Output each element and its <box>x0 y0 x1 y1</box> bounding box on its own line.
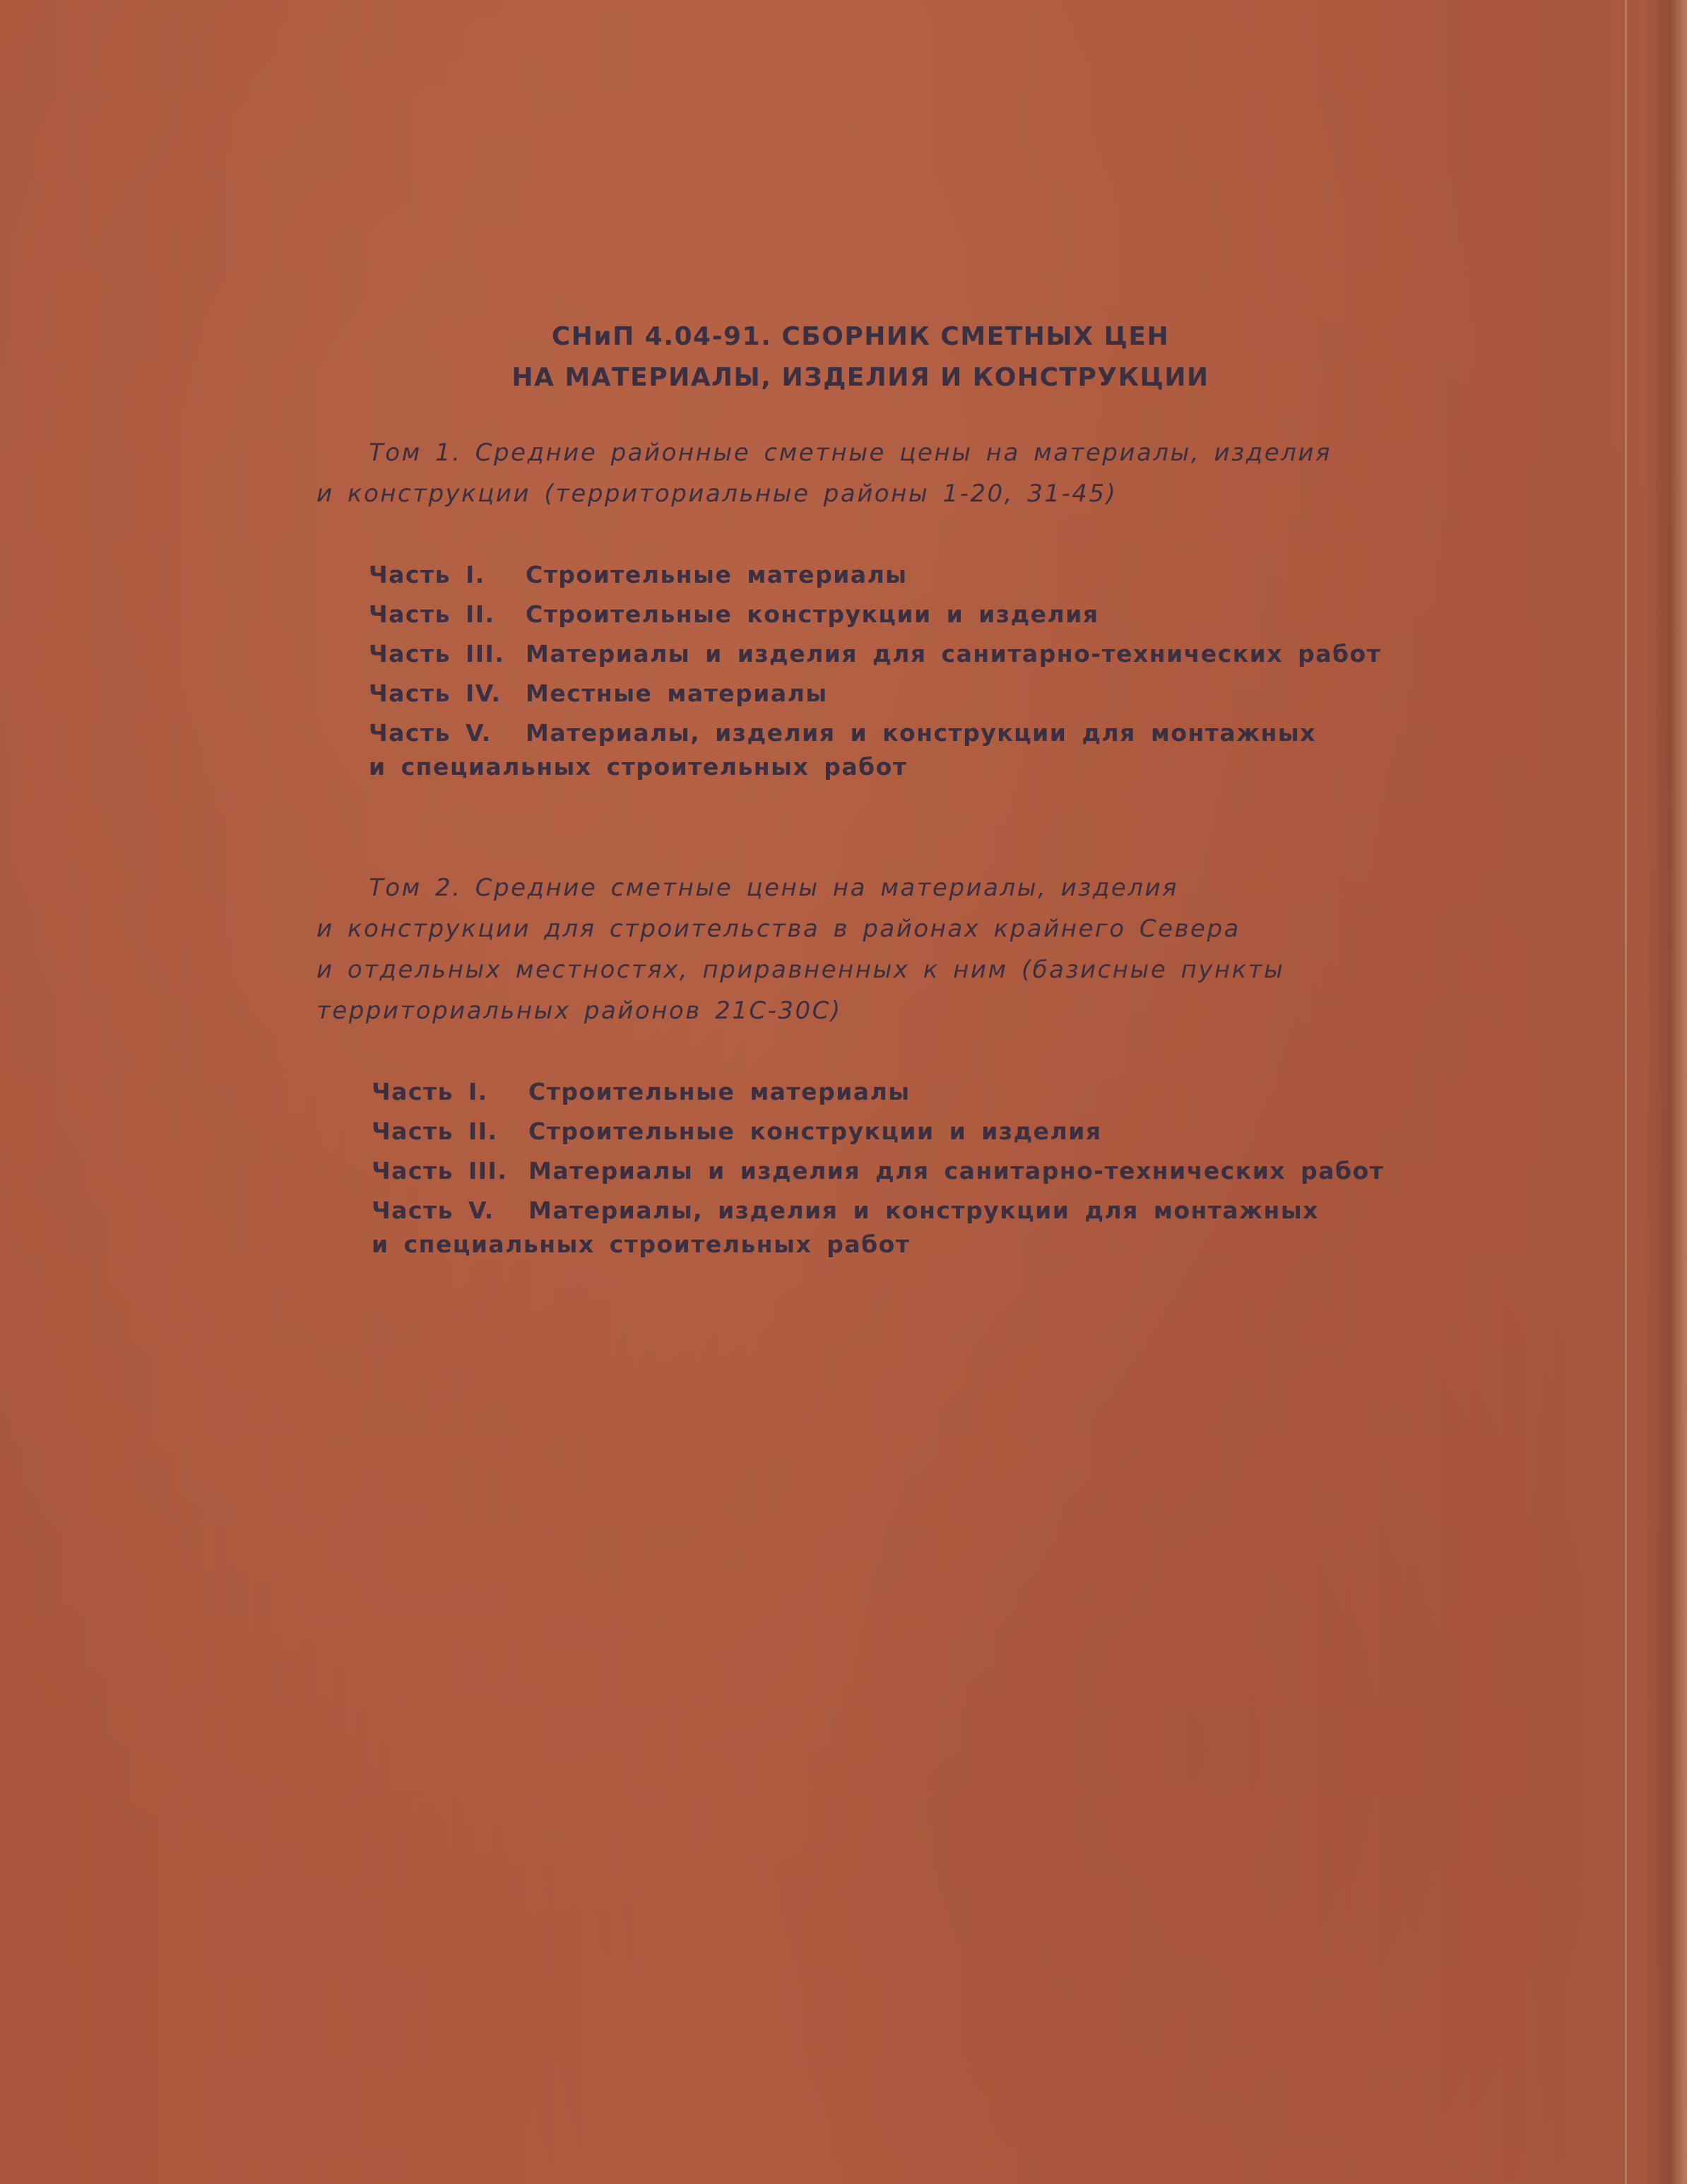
part-label: Часть III. <box>372 1157 508 1185</box>
part-label: Часть I. <box>372 1078 488 1105</box>
tom2-parts-list <box>372 1072 1384 1258</box>
part-title-continuation: и специальных строительных работ <box>372 1230 911 1258</box>
tom2-intro-line: территориальных районов 21С-30С) <box>316 997 842 1025</box>
tom2-intro-line: и конструкции для строительства в районах крайнего Севера <box>316 915 1241 943</box>
part-title: Материалы, изделия и конструкции для монтажных <box>528 1197 1319 1224</box>
part-title: Материалы и изделия для санитарно-технических работ <box>526 640 1382 667</box>
tom1-part-3 <box>369 634 1381 674</box>
part-title-continuation: и специальных строительных работ <box>369 753 908 781</box>
part-label: Часть II. <box>372 1117 498 1145</box>
tom2-intro-line: Том 2. Средние сметные цены на материалы, изделия <box>369 874 1179 902</box>
part-label: Часть IV. <box>369 679 502 707</box>
part-title: Материалы, изделия и конструкции для монтажных <box>526 719 1316 747</box>
tom1-parts-list <box>369 555 1381 781</box>
part-label: Часть V. <box>369 719 492 747</box>
tom2-part-1 <box>372 1072 1384 1112</box>
tom1-part-2 <box>369 595 1381 634</box>
document-title <box>0 316 1687 398</box>
part-title: Строительные конструкции и изделия <box>526 600 1099 628</box>
part-label: Часть V. <box>372 1197 495 1224</box>
tom1-intro-line: и конструкции (территориальные районы 1-20, 31-45) <box>316 480 1118 508</box>
tom2-part-3 <box>372 1151 1384 1191</box>
tom1-intro-line: Том 1. Средние районные сметные цены на материалы, изделия <box>369 439 1332 467</box>
tom2-part-5 <box>372 1191 1384 1230</box>
part-label: Часть III. <box>369 640 505 667</box>
part-title: Строительные конструкции и изделия <box>528 1117 1102 1145</box>
title-line-1: СНиП 4.04-91. СБОРНИК СМЕТНЫХ ЦЕН <box>551 322 1170 351</box>
part-label: Часть II. <box>369 600 495 628</box>
tom1-part-5 <box>369 713 1381 753</box>
tom2-part-2 <box>372 1112 1384 1151</box>
tom1-intro <box>316 432 1419 514</box>
part-title: Материалы и изделия для санитарно-технических работ <box>528 1157 1385 1185</box>
part-label: Часть I. <box>369 561 485 588</box>
tom1-part-4 <box>369 674 1381 713</box>
part-title: Строительные материалы <box>528 1078 911 1105</box>
tom2-intro <box>316 867 1419 1031</box>
part-title: Местные материалы <box>526 679 828 707</box>
part-title: Строительные материалы <box>526 561 908 588</box>
tom2-intro-line: и отдельных местностях, приравненных к ним (базисные пункты <box>316 956 1285 984</box>
tom1-part-1 <box>369 555 1381 595</box>
title-line-2: НА МАТЕРИАЛЫ, ИЗДЕЛИЯ И КОНСТРУКЦИИ <box>511 363 1209 392</box>
